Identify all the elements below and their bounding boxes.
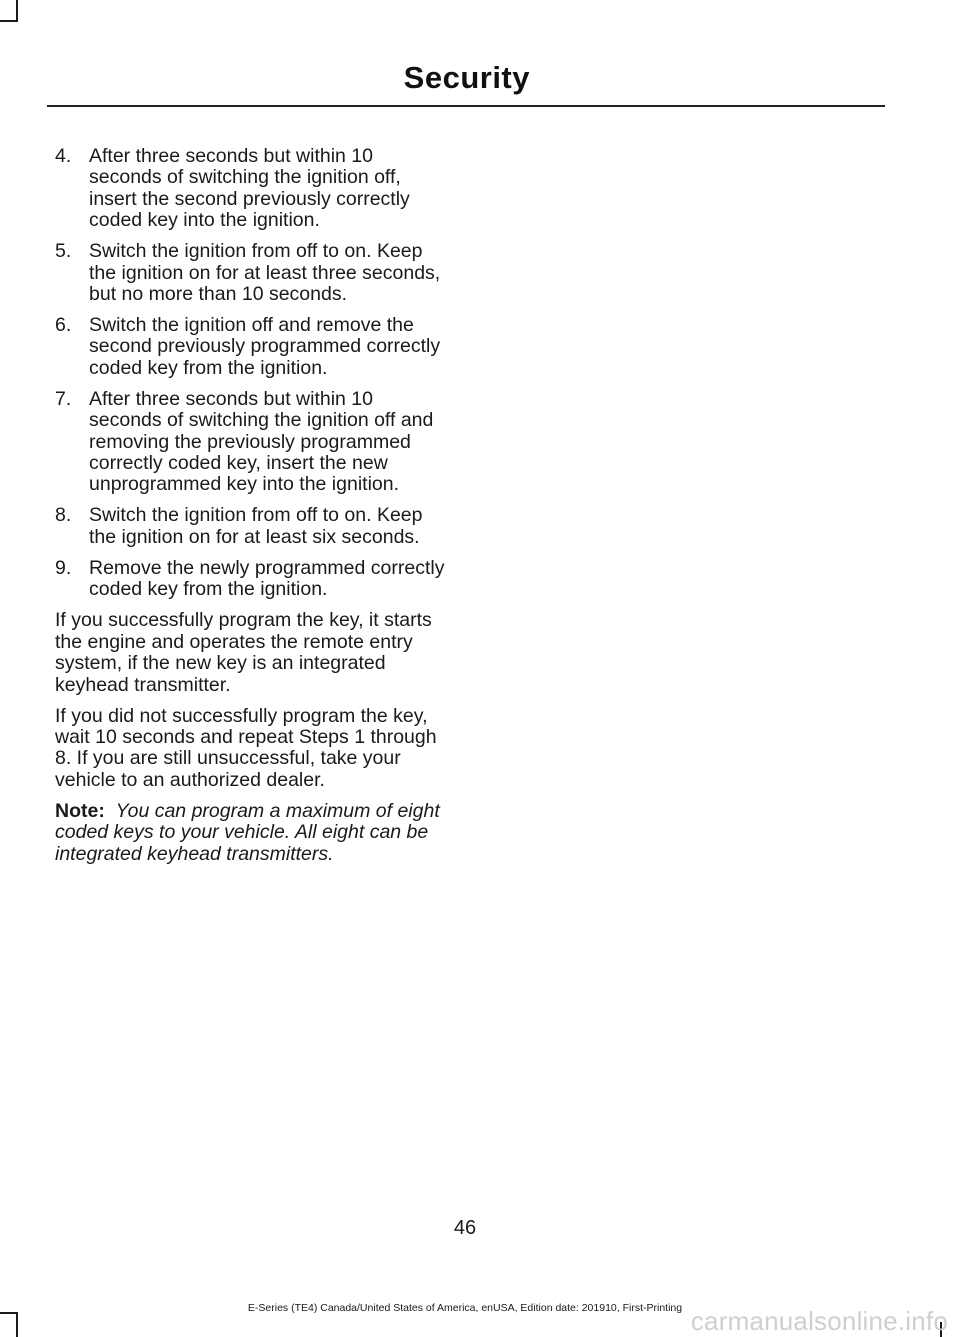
list-item — [55, 558, 449, 601]
note-text: You can program a maximum of eight coded keys to your vehicle. All eight can be integrated keyhead transmitters. — [55, 799, 440, 865]
step-number: 4. — [55, 145, 72, 167]
list-item — [55, 315, 449, 379]
step-number: 5. — [55, 240, 72, 263]
header-divider — [47, 105, 885, 107]
footer-edition: E-Series (TE4) Canada/United States of America, enUSA, Edition date: 201910, First-Printing — [247, 1302, 683, 1314]
steps-list — [55, 146, 449, 601]
step-text: Switch the ignition off and remove the second previously programmed correctly coded key from the ignition. — [89, 314, 441, 379]
step-number: 6. — [55, 314, 72, 337]
note — [55, 801, 449, 865]
list-item — [55, 241, 449, 305]
paragraph-success: If you successfully program the key, it starts the engine and operates the remote entry system, if the new key is an integrated keyhead transmitter. — [55, 609, 432, 696]
page-number: 46 — [453, 1217, 477, 1239]
step-text: Switch the ignition from off to on. Keep the ignition on for at least six seconds. — [89, 504, 423, 548]
list-item — [55, 505, 449, 548]
list-item — [55, 146, 449, 232]
step-number: 9. — [55, 556, 72, 579]
crop-mark-top-left-vertical — [16, 0, 18, 22]
step-text: After three seconds but within 10 seconds of switching the ignition off, insert the second previously correctly coded key into the ignition. — [89, 145, 410, 232]
step-number: 8. — [55, 504, 72, 527]
page-content — [55, 146, 449, 875]
paragraph-failure: If you did not successfully program the key, wait 10 seconds and repeat Steps 1 through 8. If you are still unsuccessful, take your vehicle to an authorized dealer. — [55, 704, 437, 791]
step-number: 7. — [55, 387, 72, 410]
list-item — [55, 389, 449, 496]
crop-mark-top-left-horizontal — [0, 20, 18, 22]
watermark: carmanualsonline.info — [690, 1306, 948, 1336]
page-title: Security — [403, 60, 530, 95]
crop-mark-bottom-left-vertical — [16, 1312, 18, 1337]
step-text: Remove the newly programmed correctly coded key from the ignition. — [89, 556, 445, 601]
step-text: After three seconds but within 10 seconds of switching the ignition off and removing the previously programmed correctly coded key, insert the new unprogrammed key into the ignition. — [89, 387, 434, 496]
note-label: Note: — [55, 799, 105, 822]
step-text: Switch the ignition from off to on. Keep the ignition on for at least three seconds, but no more than 10 seconds. — [89, 240, 441, 306]
